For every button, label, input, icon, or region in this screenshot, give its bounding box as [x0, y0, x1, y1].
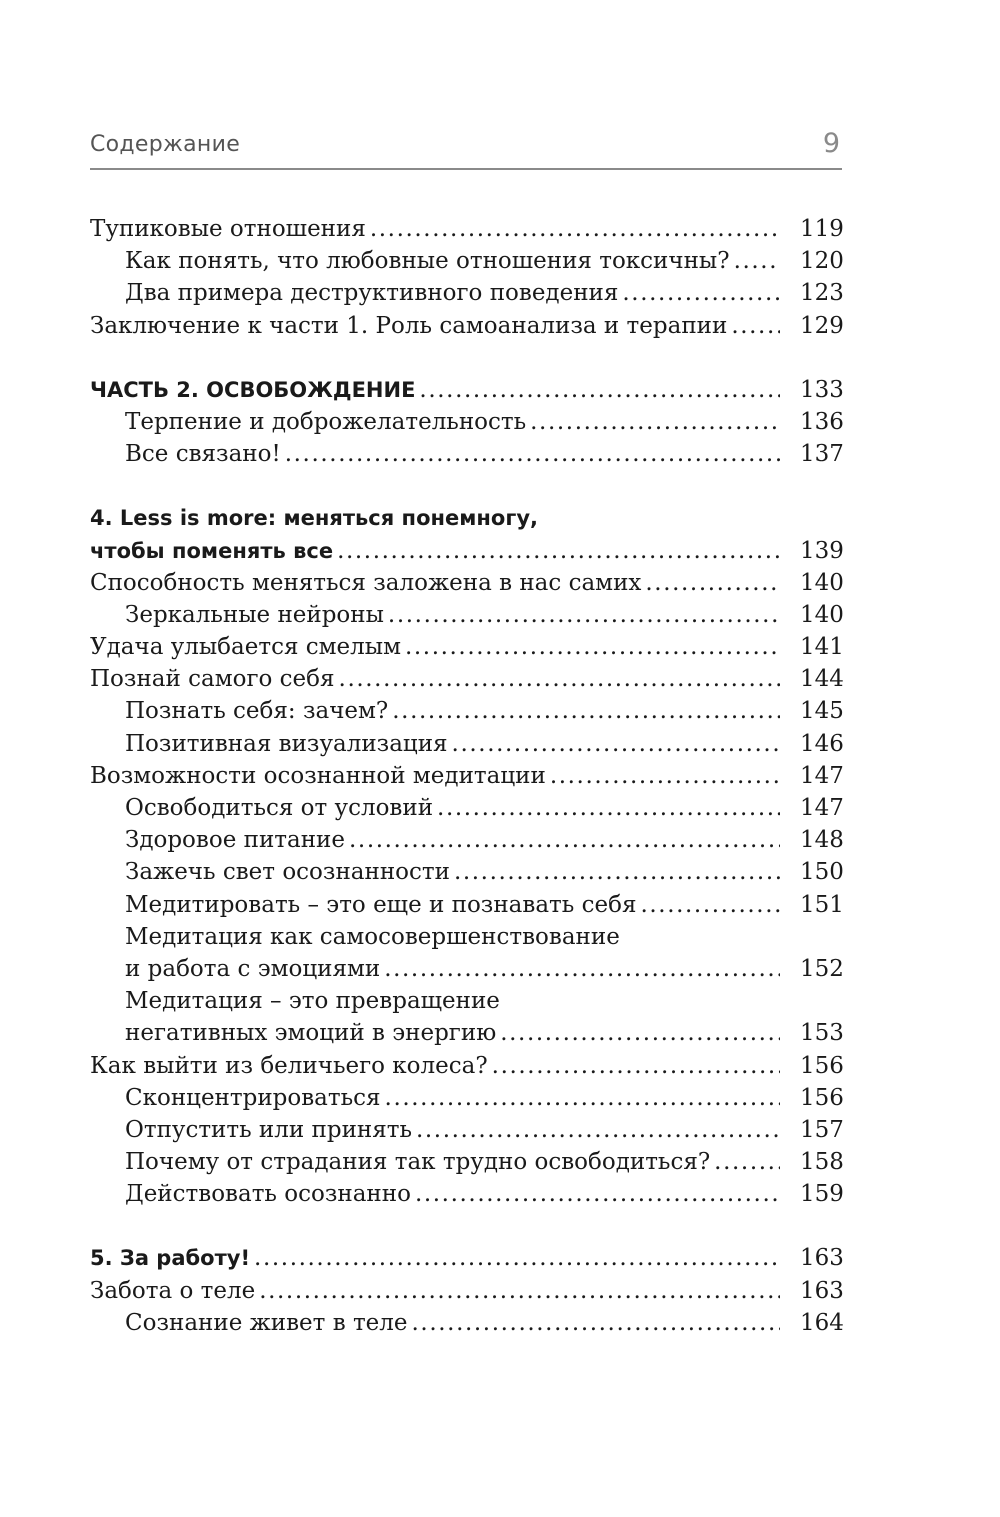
toc-entry [90, 1017, 842, 1049]
toc-chapter-heading [90, 1242, 842, 1274]
toc-leader-dots [452, 728, 780, 760]
toc-leader-dots [384, 953, 780, 985]
toc-leader-dots [416, 1114, 780, 1146]
toc-entry [90, 889, 842, 921]
toc-entry [90, 985, 842, 1017]
toc-entry-title: чтобы поменять все [90, 538, 334, 563]
toc-entry [90, 1178, 842, 1210]
toc-entry-page: 159 [800, 1181, 844, 1208]
toc-entry [90, 953, 842, 985]
toc-entry [90, 695, 842, 727]
toc-entry-title: Освободиться от условий [125, 795, 434, 821]
toc-leader-dots [437, 792, 780, 824]
toc-entry-title: 5. За работу! [90, 1246, 251, 1271]
toc-entry-page: 136 [800, 408, 844, 435]
toc-entry-page: 163 [800, 1277, 844, 1304]
toc-entry-title: Зажечь свет осознанности [125, 859, 450, 886]
toc-entry-page: 144 [800, 666, 844, 693]
toc-entry-title: 4. Less is more: меняться понемногу, [90, 506, 538, 531]
toc-entry-page: 140 [800, 569, 844, 596]
toc-leader-dots [731, 310, 780, 342]
table-of-contents [90, 213, 842, 1339]
toc-leader-dots [530, 406, 780, 438]
toc-entry-title: и работа с эмоциями [125, 955, 381, 982]
toc-entry-title: Тупиковые отношения [90, 216, 366, 242]
toc-entry-title: Медитировать – это еще и познавать себя [125, 891, 637, 918]
toc-entry-page: 156 [800, 1084, 844, 1111]
toc-entry-title: Здоровое питание [125, 827, 345, 854]
toc-entry-page: 151 [800, 891, 844, 918]
toc-leader-dots [415, 1178, 780, 1210]
toc-entry-title: Действовать осознанно [125, 1181, 411, 1208]
toc-leader-dots [714, 1146, 780, 1178]
toc-entry-title: негативных эмоций в энергию [125, 1020, 497, 1047]
running-header [90, 126, 842, 170]
toc-entry-title: Познать себя: зачем? [125, 698, 389, 725]
toc-leader-dots [412, 1307, 780, 1339]
toc-leader-dots [645, 567, 780, 599]
toc-entry [90, 792, 842, 824]
toc-part-heading [90, 374, 842, 406]
toc-entry [90, 567, 842, 599]
toc-entry-title: Познай самого себя [90, 666, 335, 693]
toc-entry-title: Два примера деструктивного поведения [125, 280, 619, 307]
toc-leader-dots [550, 760, 780, 792]
toc-entry [90, 663, 842, 695]
toc-entry-title: Отпустить или принять [125, 1116, 412, 1143]
toc-entry-title: Как выйти из беличьего колеса? [90, 1052, 488, 1079]
toc-entry [90, 1275, 842, 1307]
toc-leader-dots [622, 277, 780, 309]
toc-entry-page: 140 [800, 601, 844, 628]
toc-entry-page: 156 [800, 1052, 844, 1079]
toc-entry [90, 438, 842, 470]
toc-entry-title: Медитация – это превращение [125, 988, 500, 1015]
toc-entry-page: 163 [800, 1245, 844, 1272]
toc-entry [90, 1307, 842, 1339]
toc-entry [90, 631, 842, 663]
toc-entry-page: 147 [800, 795, 844, 821]
toc-leader-dots [405, 631, 780, 663]
toc-entry-page: 164 [800, 1309, 844, 1336]
running-header-title: Содержание [90, 132, 241, 157]
toc-entry-page: 148 [800, 827, 844, 854]
toc-entry-page: 157 [800, 1116, 844, 1143]
toc-entry-title: Способность меняться заложена в нас самих [90, 569, 642, 596]
toc-leader-dots [285, 438, 780, 470]
toc-leader-dots [259, 1275, 780, 1307]
toc-entry-title: Сознание живет в теле [125, 1309, 408, 1336]
toc-entry-page: 119 [800, 216, 844, 242]
toc-entry-title: Удача улыбается смелым [90, 634, 401, 661]
toc-leader-dots [349, 824, 780, 856]
toc-leader-dots [337, 535, 780, 567]
toc-entry-title: Терпение и доброжелательность [125, 408, 527, 435]
toc-entry-page: 139 [800, 537, 844, 564]
toc-entry-title: Почему от страдания так трудно освободиться? [125, 1149, 711, 1176]
toc-entry-page: 129 [800, 312, 844, 339]
toc-entry-title: Как понять, что любовные отношения токсичны? [125, 248, 730, 275]
toc-leader-dots [385, 1082, 780, 1114]
toc-chapter-heading [90, 535, 842, 567]
page-number: 9 [822, 128, 840, 159]
toc-entry-title: Возможности осознанной медитации [90, 762, 546, 789]
toc-leader-dots [392, 695, 780, 727]
toc-leader-dots [339, 663, 780, 695]
toc-entry [90, 599, 842, 631]
toc-entry-page: 120 [800, 248, 844, 275]
toc-entry [90, 856, 842, 888]
toc-leader-dots [492, 1050, 780, 1082]
toc-entry [90, 277, 842, 309]
toc-entry-title: Заключение к части 1. Роль самоанализа и терапии [90, 312, 728, 339]
toc-entry [90, 760, 842, 792]
toc-entry-page: 141 [800, 634, 844, 661]
toc-entry-title: Зеркальные нейроны [125, 601, 384, 628]
toc-entry-title: Медитация как самосовершенствование [125, 923, 620, 950]
toc-entry-page: 137 [800, 441, 844, 468]
toc-entry-title: ЧАСТЬ 2. ОСВОБОЖДЕНИЕ [90, 377, 416, 402]
toc-leader-dots [500, 1017, 780, 1049]
toc-chapter-heading [90, 502, 842, 534]
toc-entry-page: 153 [800, 1020, 844, 1047]
toc-entry-title: Забота о теле [90, 1277, 256, 1304]
toc-entry [90, 824, 842, 856]
toc-leader-dots [454, 856, 780, 888]
toc-entry-page: 133 [800, 376, 844, 403]
toc-entry-page: 150 [800, 859, 844, 886]
toc-entry [90, 1146, 842, 1178]
toc-entry-page: 145 [800, 698, 844, 725]
toc-entry-page: 158 [800, 1149, 844, 1176]
toc-entry [90, 1082, 842, 1114]
toc-entry-title: Сконцентрироваться [125, 1084, 381, 1111]
toc-entry-page: 123 [800, 280, 844, 307]
toc-leader-dots [388, 599, 780, 631]
toc-entry-title: Позитивная визуализация [125, 730, 448, 757]
toc-entry [90, 310, 842, 342]
toc-entry-title: Все связано! [125, 441, 281, 468]
toc-leader-dots [734, 245, 780, 277]
toc-entry [90, 245, 842, 277]
toc-entry [90, 1050, 842, 1082]
toc-entry [90, 728, 842, 760]
toc-entry [90, 1114, 842, 1146]
toc-entry-page: 147 [800, 762, 844, 789]
toc-entry [90, 406, 842, 438]
toc-entry [90, 921, 842, 953]
toc-entry-page: 152 [800, 955, 844, 982]
toc-leader-dots [419, 374, 780, 406]
toc-leader-dots [640, 889, 780, 921]
toc-leader-dots [370, 213, 780, 245]
toc-entry [90, 213, 842, 245]
toc-leader-dots [254, 1242, 780, 1274]
toc-entry-page: 146 [800, 730, 844, 757]
